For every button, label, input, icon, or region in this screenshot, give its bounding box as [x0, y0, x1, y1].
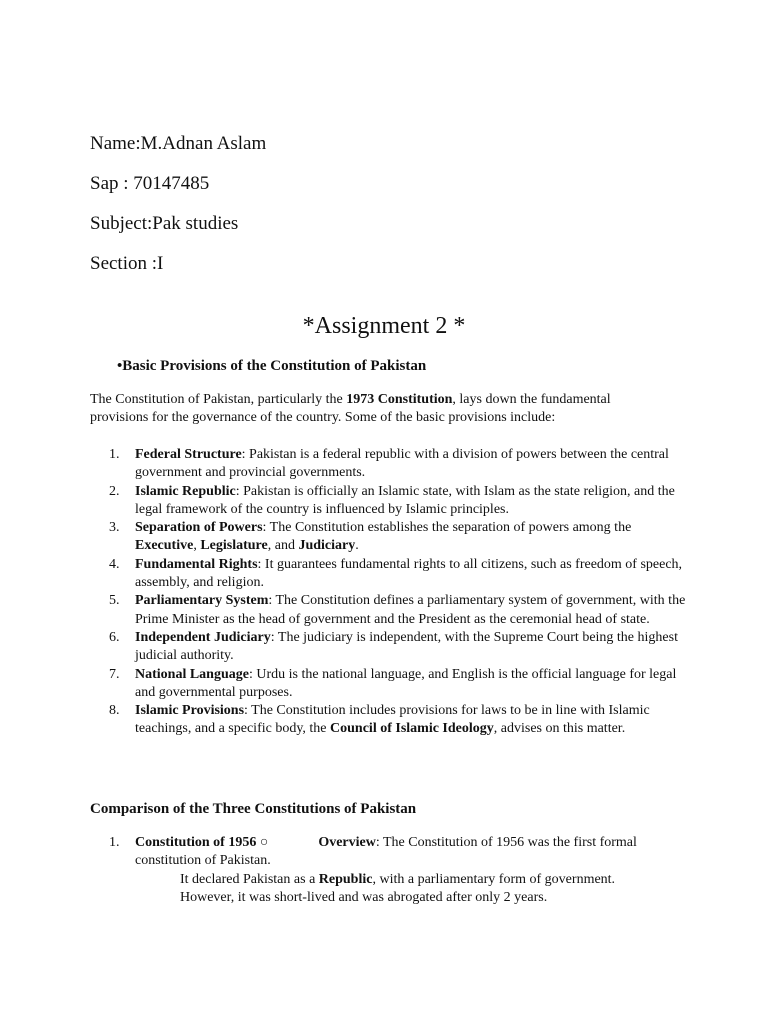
- item-text: : The Constitution defines a parliamentary system of government, with the Prime Minister as the head of government and the President as the ceremonial head of state.: [135, 593, 686, 627]
- item-term-executive: Executive: [135, 538, 194, 554]
- section: Section :I: [90, 253, 164, 274]
- item-text: : Pakistan is a federal republic with a division of powers between the central government and provincial governments.: [135, 447, 669, 481]
- list-item: [90, 556, 690, 593]
- list-item: [90, 519, 690, 556]
- item-number: 3.: [109, 520, 120, 536]
- provisions-list: [90, 446, 690, 739]
- sap-id: Sap : 70147485: [90, 173, 210, 194]
- item-text: : The Constitution includes provisions for laws to be in line with Islamic teachings, and a specific body, the: [135, 703, 650, 737]
- item-term: Fundamental Rights: [135, 556, 258, 572]
- item-text-end: , advises on this matter.: [493, 721, 626, 737]
- intro-text-a: The Constitution of Pakistan, particularly the: [90, 392, 347, 407]
- item-text: : The judiciary is independent, with the Supreme Court being the highest judicial authority.: [135, 629, 678, 664]
- item-term: Islamic Republic: [135, 483, 236, 499]
- item-number: 6.: [109, 629, 120, 645]
- overview-text: : The Constitution of 1956 was the first formal constitution of Pakistan.: [135, 835, 637, 869]
- intro-bold: 1973 Constitution: [346, 392, 453, 407]
- list-item: [90, 592, 690, 629]
- subject: Subject:Pak studies: [90, 213, 239, 234]
- item-text-end: .: [355, 538, 359, 554]
- detail-text-a: It declared Pakistan as a: [180, 872, 319, 887]
- section-heading-comparison: Comparison of the Three Constitutions of Pakistan: [90, 801, 417, 817]
- detail-text-b: , with a parliamentary form of government. However, it was short-lived and was abrogated after only 2 years.: [180, 872, 616, 906]
- item-number: 1.: [109, 447, 120, 462]
- item-text: : The Constitution establishes the separation of powers among the: [262, 520, 632, 536]
- assignment-title: *Assignment 2 *: [302, 313, 466, 339]
- item-term: Federal Structure: [135, 447, 242, 462]
- item-term-council: Council of Islamic Ideology: [330, 721, 494, 737]
- item-text: : It guarantees fundamental rights to all citizens, such as freedom of speech, assembly, and religion.: [135, 556, 683, 591]
- comparison-1956-detail: [180, 871, 660, 908]
- item-term: Constitution of 1956: [135, 835, 257, 850]
- list-item: [90, 446, 690, 483]
- overview-label: Overview: [318, 835, 376, 850]
- item-term: Parliamentary System: [135, 593, 269, 609]
- item-term: National Language: [135, 666, 249, 682]
- item-number: 1.: [109, 835, 120, 850]
- list-item: [90, 702, 690, 739]
- student-name: Name:M.Adnan Aslam: [90, 133, 267, 154]
- list-item: [90, 629, 690, 666]
- item-number: 5.: [109, 593, 120, 609]
- intro-text-b: , lays down the fundamental provisions for the governance of the country. Some of the basic provisions include:: [90, 392, 611, 425]
- intro-paragraph: [90, 391, 670, 427]
- item-text: : Pakistan is officially an Islamic state, with Islam as the state religion, and the legal framework of the country is influenced by Islamic principles.: [135, 483, 675, 517]
- detail-bold: Republic: [318, 872, 373, 887]
- item-number: 2.: [109, 483, 120, 499]
- list-item: [90, 483, 690, 520]
- item-term-judiciary: Judiciary: [298, 538, 356, 554]
- item-text-sep: , and: [267, 538, 299, 554]
- item-text: : Urdu is the national language, and English is the official language for legal and governmental purposes.: [135, 666, 677, 700]
- item-number: 8.: [109, 703, 120, 719]
- section-heading-provisions: •Basic Provisions of the Constitution of Pakistan: [117, 358, 427, 374]
- item-term-legislature: Legislature: [200, 538, 268, 554]
- item-number: 7.: [109, 666, 120, 682]
- item-term: Islamic Provisions: [135, 703, 245, 719]
- item-term: Separation of Powers: [135, 520, 263, 536]
- sub-bullet: ○: [256, 835, 269, 850]
- list-item: [90, 666, 690, 703]
- item-number: 4.: [109, 556, 120, 572]
- item-term: Independent Judiciary: [135, 629, 271, 645]
- item-text-sep: ,: [193, 538, 201, 554]
- list-item: [90, 834, 690, 871]
- comparison-item-1956: [90, 834, 690, 871]
